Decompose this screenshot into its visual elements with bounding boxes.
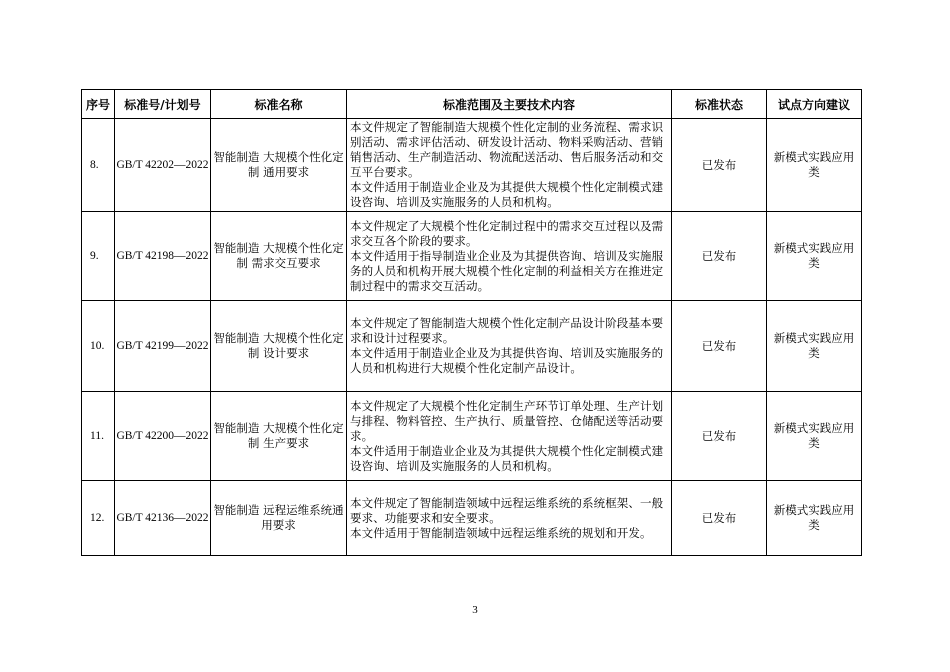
scope-paragraph: 本文件适用于智能制造领域中远程运维系统的规划和开发。 bbox=[350, 525, 652, 540]
table-row bbox=[82, 119, 862, 212]
scope-paragraph: 本文件适用于制造业企业及为其提供大规模个性化定制模式建设咨询、培训及实施服务的人员和机构。 bbox=[350, 443, 664, 473]
header-standard-code: 标准号/计划号 bbox=[115, 90, 211, 119]
standard-scope bbox=[347, 301, 672, 392]
standard-name: 智能制造 大规模个性化定制 生产要求 bbox=[211, 392, 347, 481]
table-row bbox=[82, 481, 862, 556]
scope-paragraph: 本文件规定了大规模个性化定制生产环节订单处理、生产计划与排程、物料管控、生产执行、质量管控、仓储配送等活动要求。 bbox=[350, 398, 664, 443]
pilot-direction: 新模式实践应用类 bbox=[767, 119, 862, 212]
standard-status: 已发布 bbox=[672, 212, 767, 301]
pilot-direction: 新模式实践应用类 bbox=[767, 392, 862, 481]
standard-status: 已发布 bbox=[672, 392, 767, 481]
standard-name: 智能制造 大规模个性化定制 需求交互要求 bbox=[211, 212, 347, 301]
header-direction: 试点方向建议 bbox=[767, 90, 862, 119]
row-index: 8. bbox=[82, 119, 115, 212]
row-index: 10. bbox=[82, 301, 115, 392]
header-status: 标准状态 bbox=[672, 90, 767, 119]
standard-name: 智能制造 大规模个性化定制 设计要求 bbox=[211, 301, 347, 392]
row-index: 12. bbox=[82, 481, 115, 556]
scope-paragraph: 本文件适用于制造业企业及为其提供咨询、培训及实施服务的人员和机构进行大规模个性化定制产品设计。 bbox=[350, 346, 664, 375]
pilot-direction: 新模式实践应用类 bbox=[767, 301, 862, 392]
header-scope: 标准范围及主要技术内容 bbox=[347, 90, 672, 119]
header-index: 序号 bbox=[82, 90, 115, 119]
pilot-direction: 新模式实践应用类 bbox=[767, 481, 862, 556]
scope-paragraph: 本文件规定了智能制造大规模个性化定制产品设计阶段基本要求和设计过程要求。 bbox=[350, 316, 664, 345]
pilot-direction: 新模式实践应用类 bbox=[767, 212, 862, 301]
standard-status: 已发布 bbox=[672, 481, 767, 556]
standard-code: GB/T 42198—2022 bbox=[115, 212, 211, 301]
scope-paragraph: 本文件规定了智能制造领域中远程运维系统的系统框架、一般要求、功能要求和安全要求。 bbox=[350, 495, 664, 525]
table-row bbox=[82, 212, 862, 301]
scope-paragraph: 本文件规定了大规模个性化定制过程中的需求交互过程以及需求交互各个阶段的要求。 bbox=[350, 218, 664, 248]
table-header-row bbox=[82, 90, 862, 119]
scope-paragraph: 本文件规定了智能制造大规模个性化定制的业务流程、需求识别活动、需求评估活动、研发设计活动、物料采购活动、营销销售活动、生产制造活动、物流配送活动、售后服务活动和交互平台要求。 bbox=[350, 120, 664, 179]
header-standard-name: 标准名称 bbox=[211, 90, 347, 119]
row-index: 9. bbox=[82, 212, 115, 301]
standard-code: GB/T 42200—2022 bbox=[115, 392, 211, 481]
standards-table bbox=[81, 89, 862, 556]
standard-scope bbox=[347, 212, 672, 301]
scope-paragraph: 本文件适用于指导制造业企业及为其提供咨询、培训及实施服务的人员和机构开展大规模个性化定制的利益相关方在推进定制过程中的需求交互活动。 bbox=[350, 248, 664, 293]
standard-code: GB/T 42136—2022 bbox=[115, 481, 211, 556]
standard-scope bbox=[347, 392, 672, 481]
standard-code: GB/T 42202—2022 bbox=[115, 119, 211, 212]
standard-name: 智能制造 远程运维系统通用要求 bbox=[211, 481, 347, 556]
standard-scope bbox=[347, 481, 672, 556]
standard-status: 已发布 bbox=[672, 119, 767, 212]
standard-code: GB/T 42199—2022 bbox=[115, 301, 211, 392]
scope-paragraph: 本文件适用于制造业企业及为其提供大规模个性化定制模式建设咨询、培训及实施服务的人员和机构。 bbox=[350, 180, 664, 209]
standard-scope bbox=[347, 119, 672, 212]
table-row bbox=[82, 301, 862, 392]
row-index: 11. bbox=[82, 392, 115, 481]
standard-status: 已发布 bbox=[672, 301, 767, 392]
standard-name: 智能制造 大规模个性化定制 通用要求 bbox=[211, 119, 347, 212]
page-number: 3 bbox=[472, 604, 478, 616]
table-row bbox=[82, 392, 862, 481]
